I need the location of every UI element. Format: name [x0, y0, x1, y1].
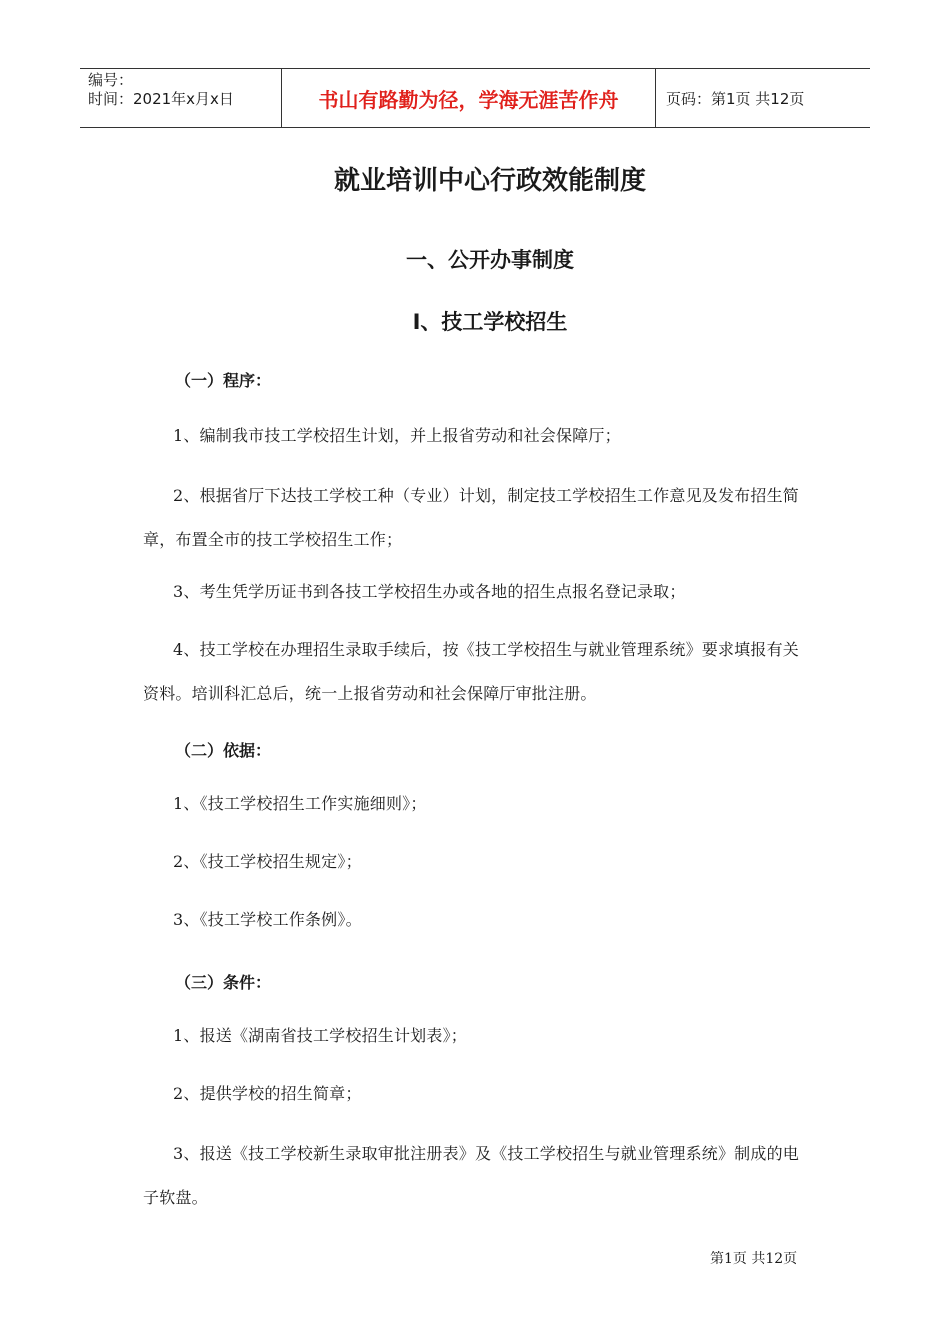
page-footer: 第1页 共12页: [710, 1251, 798, 1267]
procedure-item: 3、考生凭学历证书到各技工学校招生办或各地的招生点报名登记录取；: [173, 582, 686, 601]
basis-item: 1、《技工学校招生工作实施细则》；: [173, 794, 427, 813]
header-meta: [80, 69, 282, 127]
procedure-item: 1、编制我市技工学校招生计划，并上报省劳动和社会保障厅；: [173, 426, 621, 445]
procedure-item: 2、根据省厅下达技工学校工种（专业）计划，制定技工学校招生工作意见及发布招生简章，布置全市的技工学校招生工作；: [143, 486, 799, 549]
document-number-label: 编号：: [88, 71, 134, 89]
conditions-item: 3、报送《技工学校新生录取审批注册表》及《技工学校招生与就业管理系统》制成的电子软盘。: [143, 1144, 799, 1207]
procedure-heading: （一）程序：: [175, 371, 272, 390]
conditions-heading: （三）条件：: [175, 973, 272, 992]
conditions-item: 1、报送《湖南省技工学校招生计划表》；: [173, 1026, 467, 1045]
section-title: 一、公开办事制度: [406, 248, 574, 272]
basis-item: 2、《技工学校招生规定》；: [173, 852, 362, 871]
document-time-label: 时间：2021年x月x日: [88, 90, 234, 108]
document-title: 就业培训中心行政效能制度: [333, 166, 646, 196]
header-page-info: 页码：第1页 共12页: [666, 89, 805, 108]
conditions-item: 2、提供学校的招生简章；: [173, 1084, 362, 1103]
header-motto: 书山有路勤为径，学海无涯苦作舟: [282, 69, 656, 127]
procedure-item: 4、技工学校在办理招生录取手续后，按《技工学校招生与就业管理系统》要求填报有关资料。培训科汇总后，统一上报省劳动和社会保障厅审批注册。: [143, 640, 799, 703]
basis-heading: （二）依据：: [175, 741, 272, 760]
subsection-title: Ⅰ、技工学校招生: [412, 310, 568, 334]
page-header: [80, 68, 870, 128]
basis-item: 3、《技工学校工作条例》。: [173, 910, 362, 929]
